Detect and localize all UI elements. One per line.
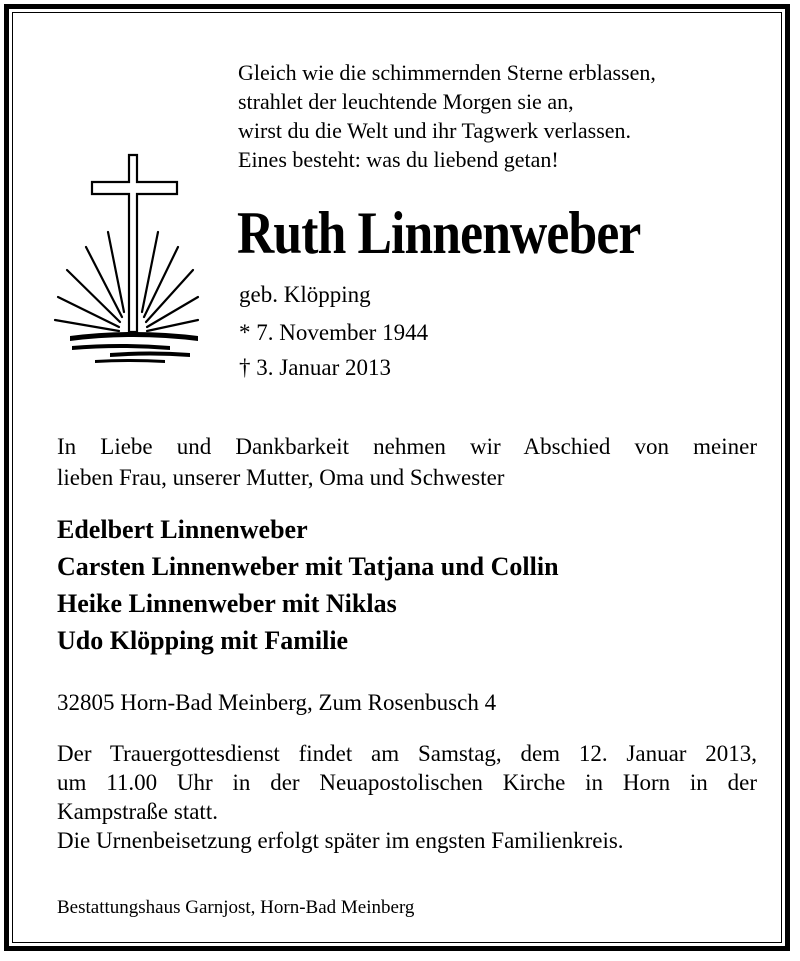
undertaker: Bestattungshaus Garnjost, Horn-Bad Meinberg xyxy=(57,897,415,918)
maiden-name: geb. Klöpping xyxy=(239,282,371,307)
mourner: Edelbert Linnenweber xyxy=(57,515,308,544)
service-line: Die Urnenbeisetzung erfolgt später im engsten Familienkreis. xyxy=(57,828,624,853)
birth-date: * 7. November 1944 xyxy=(239,320,429,345)
intro-line: lieben Frau, unserer Mutter, Oma und Schwester xyxy=(57,465,505,490)
poem-line: strahlet der leuchtende Morgen sie an, xyxy=(238,89,574,114)
deceased-name: Ruth Linnenweber xyxy=(237,200,641,266)
mourner: Udo Klöpping mit Familie xyxy=(57,626,349,655)
cross-sunrise-icon xyxy=(50,152,200,377)
service-line: Kampstraße statt. xyxy=(57,799,218,824)
intro-text xyxy=(57,431,757,493)
poem xyxy=(238,58,758,174)
service-line: um 11.00 Uhr in der Neuapostolischen Kirche in Horn in der xyxy=(57,770,757,795)
poem-line: Eines besteht: was du liebend getan! xyxy=(238,147,559,172)
intro-line: In Liebe und Dankbarkeit nehmen wir Abschied von meiner xyxy=(57,434,757,459)
death-date: † 3. Januar 2013 xyxy=(239,355,392,380)
poem-line: Gleich wie die schimmernden Sterne erblassen, xyxy=(238,60,656,85)
service-info xyxy=(57,739,757,855)
mourners-list xyxy=(57,511,559,659)
mourner: Carsten Linnenweber mit Tatjana und Collin xyxy=(57,552,559,581)
address: 32805 Horn-Bad Meinberg, Zum Rosenbusch 4 xyxy=(57,690,497,715)
mourner: Heike Linnenweber mit Niklas xyxy=(57,589,397,618)
service-line: Der Trauergottesdienst findet am Samstag, dem 12. Januar 2013, xyxy=(57,741,757,766)
poem-line: wirst du die Welt und ihr Tagwerk verlassen. xyxy=(238,118,632,143)
